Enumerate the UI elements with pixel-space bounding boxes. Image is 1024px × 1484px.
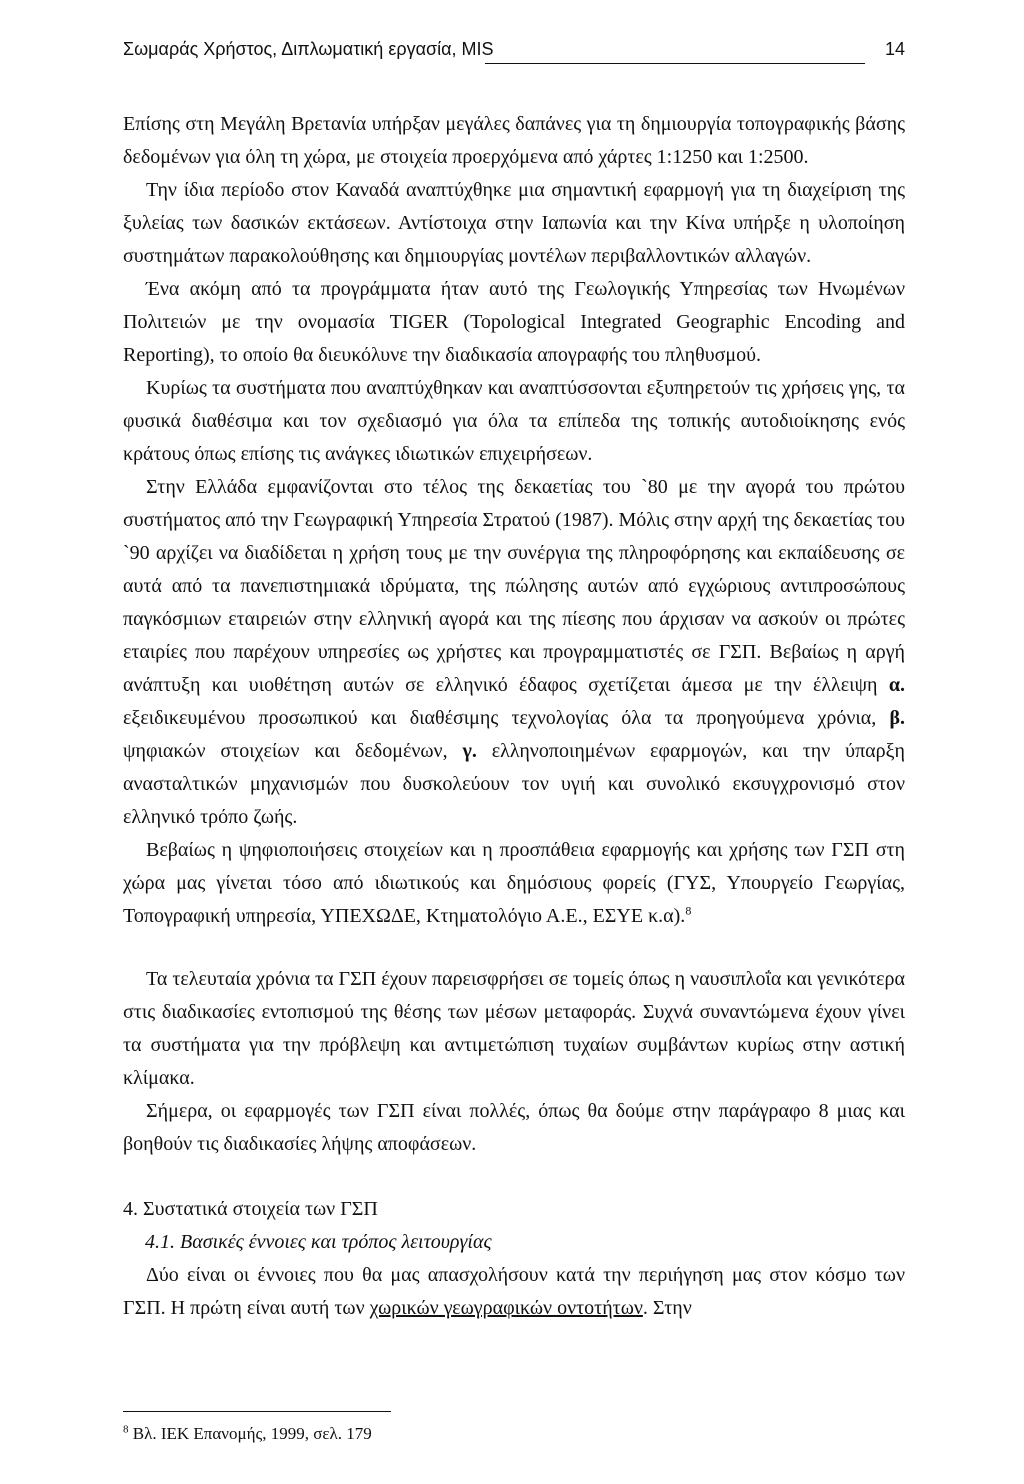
paragraph-uses: Κυρίως τα συστήματα που αναπτύχθηκαν και αναπτύσσονται εξυπηρετούν τις χρήσεις γης, τα φυσικά διαθέσιμα και τον σχεδιασμό για όλα τα επίπεδα της τοπικής αυτοδιοίκησης ενός κράτους όπως επίσης τις ανάγκες ιδιωτικών επιχειρήσεων. <box>123 377 905 465</box>
paragraph-greece <box>123 471 905 834</box>
footnote-reference[interactable]: 8 <box>685 903 692 918</box>
paragraph-today: Σήμερα, οι εφαρμογές των ΓΣΠ είναι πολλές, όπως θα δούμε στην παράγραφο 8 μιας και βοηθούν τις διαδικασίες λήψης αποφάσεων. <box>123 1100 905 1155</box>
header-rule <box>485 63 865 64</box>
paragraph-tiger: Ένα ακόμη από τα προγράμματα ήταν αυτό της Γεωλογικής Υπηρεσίας των Ηνωμένων Πολιτειών με την ονομασία TIGER (Topological Integrated Geographic Encoding and Reporting), το οποίο θα διευκόλυνε την διαδικασία απογραφής του πληθυσμού. <box>123 278 905 366</box>
agencies-text: Βεβαίως η ψηφιοποιήσεις στοιχείων και η προσπάθεια εφαρμογής και χρήσης των ΓΣΠ στη χώρα μας γίνεται τόσο από ιδιωτικούς και δημόσιους φορείς (ΓΥΣ, Υπουργείο Γεωργίας, Τοπογραφική υπηρεσία, ΥΠΕΧΩΔΕ, Κτηματολόγιο Α.Ε., ΕΣΥΕ κ.α). <box>123 839 905 927</box>
underlined-term: χωρικών γεωγραφικών οντοτήτων <box>369 1297 643 1319</box>
footnote <box>123 1424 372 1444</box>
page-number: 14 <box>884 39 905 59</box>
paragraph-navigation: Τα τελευταία χρόνια τα ΓΣΠ έχουν παρεισφρήσει σε τομείς όπως η ναυσιπλοΐα και γενικότερα στις διαδικασίες εντοπισμού της θέσης των μέσων μεταφοράς. Συχνά συναντώμενα έχουν γίνει τα συστήματα για την πρόβλεψη και αντιμετώπιση τυχαίων συμβάντων κυρίως στην αστική κλίμακα. <box>123 968 905 1089</box>
greece-text-b: εξειδικευμένου προσωπικού και διαθέσιμης τεχνολογίας όλα τα προηγούμενα χρόνια, <box>123 707 877 729</box>
concepts-lead: Δύο είναι οι έννοιες που θα μας απασχολήσουν κατά την περιήγηση μας στον κόσμο των ΓΣΠ. Η πρώτη είναι αυτή των <box>123 1264 905 1319</box>
page-header <box>123 36 905 66</box>
section-heading: 4. Συστατικά στοιχεία των ΓΣΠ <box>123 1198 378 1220</box>
footnote-rule <box>123 1411 391 1412</box>
running-title: Σωμαράς Χρήστος, Διπλωματική εργασία, MIS <box>123 39 494 59</box>
paragraph-canada: Την ίδια περίοδο στον Καναδά αναπτύχθηκε μια σημαντική εφαρμογή για τη διαχείριση της ξυλείας των δασικών εκτάσεων. Αντίστοιχα στην Ιαπωνία και την Κίνα υπήρξε η υλοποίηση συστημάτων παρακολούθησης και δημιουργίας μοντέλων περιβαλλοντικών αλλαγών. <box>123 179 905 267</box>
section-gap <box>123 1161 905 1179</box>
list-marker-alpha: α. <box>888 674 906 696</box>
paragraph-concepts <box>123 1259 905 1325</box>
paragraph-agencies <box>123 834 905 933</box>
subsection-heading: 4.1. Βασικές έννοιες και τρόπος λειτουργίας <box>145 1231 492 1253</box>
list-marker-gamma: γ. <box>462 740 477 762</box>
list-marker-beta: β. <box>889 707 906 729</box>
greece-text-c: ψηφιακών στοιχείων και δεδομένων, <box>123 740 448 762</box>
concepts-tail: . Στην <box>642 1297 692 1319</box>
paragraph-uk: Επίσης στη Μεγάλη Βρετανία υπήρξαν μεγάλες δαπάνες για τη δημιουργία τοπογραφικής βάσης δεδομένων για όλη τη χώρα, με στοιχεία προερχόμενα από χάρτες 1:1250 και 1:2500. <box>123 113 905 168</box>
greece-text-d: ελληνοποιημένων εφαρμογών, και την ύπαρξη ανασταλτικών μηχανισμών που δυσκολεύουν τον υγιή και συνολικό εκσυγχρονισμό στον ελληνικό τρόπο ζωής. <box>123 740 906 828</box>
footnote-text: Βλ. ΙΕΚ Επανομής, 1999, σελ. 179 <box>132 1424 372 1443</box>
footnote-mark: 8 <box>123 1423 129 1436</box>
paragraph-gap <box>123 933 905 963</box>
greece-text-a: Στην Ελλάδα εμφανίζονται στο τέλος της δεκαετίας του `80 με την αγορά του πρώτου συστήματος από την Γεωγραφική Υπηρεσία Στρατού (1987). Μόλις στην αρχή της δεκαετίας του `90 αρχίζει να διαδίδεται η χρήση τους με την συνέργια της πληροφόρησης και εκπαίδευσης σε αυτά από τα πανεπιστημιακά ιδρύματα, της πώλησης αυτών από εγχώριους αντιπροσώπους παγκόσμιων εταιρειών στην ελληνική αγορά και της πίεσης που άρχισαν να ασκούν οι πρώτες εταιρίες που παρέχουν υπηρεσίες ως χρήστες και προγραμματιστές σε ΓΣΠ. Βεβαίως η αργή ανάπτυξη και υιοθέτηση αυτών σε ελληνικό έδαφος σχετίζεται άμεσα με την έλλειψη <box>123 476 905 696</box>
document-body <box>123 108 905 1325</box>
